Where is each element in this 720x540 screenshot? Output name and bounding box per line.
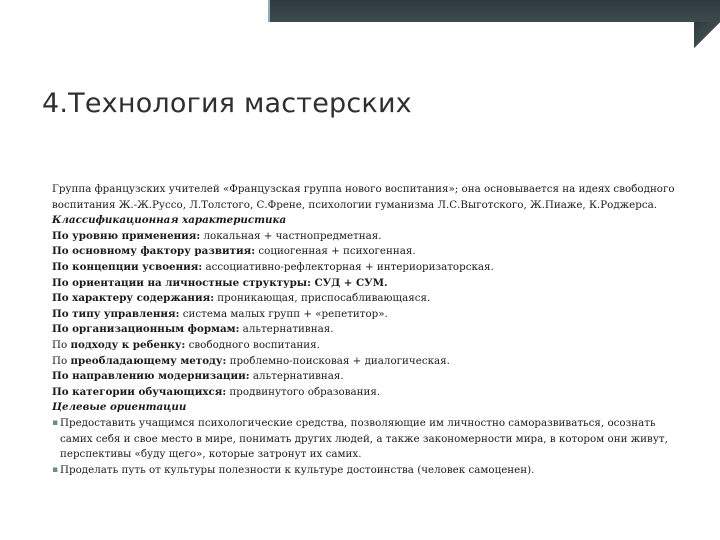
goal-item: ▪ Предоставить учащимся психологические средства, позволяющие им личностно саморазвиваться, осознать самих себя и свое место в мире, понимать других людей, а также закономерности мира, в котором они живут, перспективы «буду щего», которые затронут их самих.: [52, 416, 668, 461]
classification-item: По направлению модернизации: альтернативная.: [52, 370, 344, 383]
intro-paragraph: Группа французских учителей «Французская группа нового воспитания»; она основывается на идеях свободного воспитания Ж.-Ж.Руссо, Л.Толстого, С.Френе, психологии гуманизма Л.С.Выготского, Ж.Пиаже, К.Роджерса.: [52, 183, 675, 211]
slide-top-dark-bar: [270, 0, 720, 22]
slide-content: [52, 182, 680, 478]
classification-item: По характеру содержания: проникающая, приспосабливающаяся.: [52, 292, 431, 305]
classification-item: По организационным формам: альтернативная.: [52, 323, 334, 336]
bullet-icon: ▪: [52, 464, 59, 475]
slide-top-band: [0, 0, 720, 48]
classification-item: По основному фактору развития: социогенная + психогенная.: [52, 245, 416, 258]
classification-item: По уровню применения: локальная + частнопредметная.: [52, 229, 382, 242]
classification-item: По подходу к ребенку: свободного воспитания.: [52, 338, 320, 351]
classification-item: По концепции усвоения: ассоциативно-рефлекторная + интериоризаторская.: [52, 260, 494, 273]
bullet-icon: ▪: [52, 417, 59, 428]
classification-item: По ориентации на личностные структуры: СУД + СУМ.: [52, 276, 388, 289]
goal-item: ▪ Проделать путь от культуры полезности к культуре достоинства (человек самоценен).: [52, 463, 680, 479]
classification-item: По типу управления: система малых групп + «репетитор».: [52, 307, 388, 320]
classification-heading: Классификационная характеристика: [52, 214, 287, 227]
classification-item: По категории обучающихся: продвинутого образования.: [52, 385, 381, 398]
classification-item: По преобладающему методу: проблемно-поисковая + диалогическая.: [52, 354, 450, 367]
slide-title: 4.Технология мастерских: [42, 88, 412, 119]
slide-corner-fold: [694, 22, 720, 48]
goals-heading: Целевые ориентации: [52, 401, 187, 414]
